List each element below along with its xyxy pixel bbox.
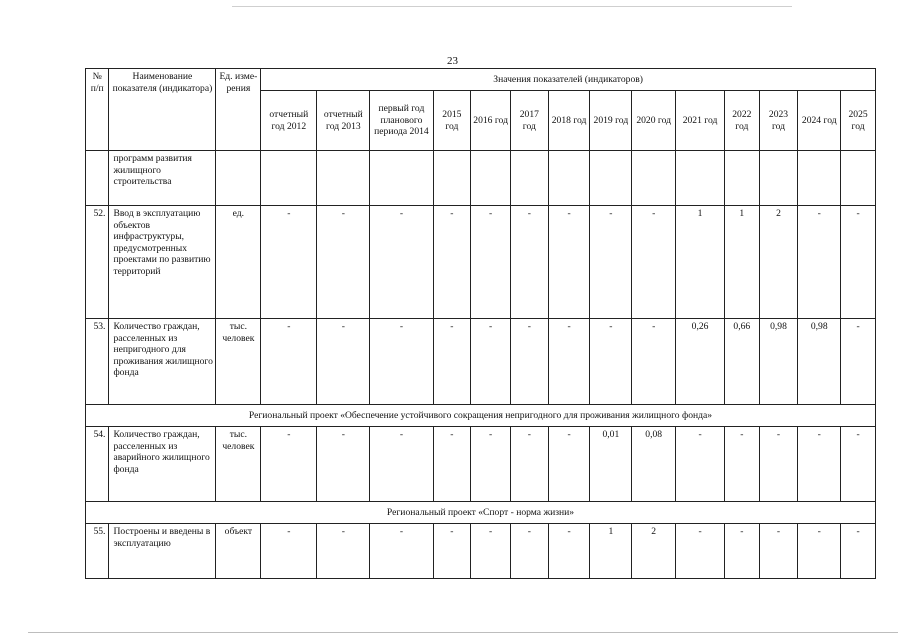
header-year: отчетный год 2013 — [317, 91, 370, 151]
value-cell: 0,26 — [676, 319, 725, 405]
value-cell: - — [370, 319, 433, 405]
value-cell: 0,98 — [798, 319, 841, 405]
value-cell: - — [510, 206, 548, 319]
value-cell: - — [433, 319, 471, 405]
value-cell — [632, 151, 676, 206]
value-cell: - — [510, 319, 548, 405]
value-cell: 0,98 — [759, 319, 798, 405]
value-cell: - — [261, 427, 317, 502]
value-cell — [590, 151, 632, 206]
value-cell: - — [261, 319, 317, 405]
value-cell: 1 — [676, 206, 725, 319]
value-cell: - — [510, 427, 548, 502]
value-cell: - — [632, 319, 676, 405]
section-row — [86, 502, 876, 524]
section-title: Региональный проект «Спорт - норма жизни» — [86, 502, 876, 524]
value-cell: - — [548, 206, 590, 319]
header-num: № п/п — [86, 69, 109, 151]
value-cell: - — [261, 206, 317, 319]
value-cell: - — [798, 206, 841, 319]
value-cell: - — [798, 427, 841, 502]
value-cell — [510, 151, 548, 206]
value-cell — [471, 151, 511, 206]
value-cell: - — [370, 206, 433, 319]
value-cell: - — [676, 427, 725, 502]
value-cell: - — [471, 319, 511, 405]
value-cell — [261, 151, 317, 206]
value-cell: - — [317, 319, 370, 405]
indicator-name: Ввод в эксплуатацию объектов инфраструктуры, предусмотренных проектами по развитию территорий — [109, 206, 216, 319]
value-cell — [317, 151, 370, 206]
unit-cell: объект — [216, 524, 261, 579]
value-cell: - — [317, 206, 370, 319]
value-cell: - — [433, 427, 471, 502]
row-number: 52. — [86, 206, 109, 319]
value-cell: - — [471, 206, 511, 319]
value-cell: - — [471, 524, 511, 579]
unit-cell: тыс. человек — [216, 427, 261, 502]
header-year: 2015 год — [433, 91, 471, 151]
value-cell: - — [759, 427, 798, 502]
value-cell: - — [433, 524, 471, 579]
value-cell: - — [548, 524, 590, 579]
value-cell: - — [759, 524, 798, 579]
table-row — [86, 427, 876, 502]
header-year: 2019 год — [590, 91, 632, 151]
header-year: 2025 год — [841, 91, 876, 151]
header-year: 2021 год — [676, 91, 725, 151]
value-cell: - — [317, 524, 370, 579]
value-cell: - — [548, 319, 590, 405]
value-cell: - — [590, 206, 632, 319]
section-row — [86, 405, 876, 427]
value-cell: 1 — [590, 524, 632, 579]
header-year: 2017 год — [510, 91, 548, 151]
value-cell: 2 — [632, 524, 676, 579]
table-row — [86, 524, 876, 579]
value-cell: - — [590, 319, 632, 405]
row-number: 54. — [86, 427, 109, 502]
value-cell: - — [471, 427, 511, 502]
value-cell — [370, 151, 433, 206]
value-cell: 0,01 — [590, 427, 632, 502]
header-year: 2020 год — [632, 91, 676, 151]
value-cell: - — [725, 427, 760, 502]
value-cell: - — [798, 524, 841, 579]
value-cell — [759, 151, 798, 206]
header-name: Наименование показателя (индикатора) — [109, 69, 216, 151]
indicator-name: программ развития жилищного строительства — [109, 151, 216, 206]
header-year: 2016 год — [471, 91, 511, 151]
value-cell: 2 — [759, 206, 798, 319]
indicator-name: Количество граждан, расселенных из аварийного жилищного фонда — [109, 427, 216, 502]
value-cell: - — [317, 427, 370, 502]
value-cell: - — [510, 524, 548, 579]
value-cell: - — [548, 427, 590, 502]
value-cell: - — [632, 206, 676, 319]
value-cell: - — [841, 319, 876, 405]
header-unit: Ед. изме-рения — [216, 69, 261, 151]
value-cell — [725, 151, 760, 206]
page-number: 23 — [447, 55, 458, 67]
value-cell: 0,66 — [725, 319, 760, 405]
value-cell: - — [370, 427, 433, 502]
value-cell: - — [841, 427, 876, 502]
value-cell: - — [433, 206, 471, 319]
value-cell — [841, 151, 876, 206]
header-year: 2018 год — [548, 91, 590, 151]
value-cell: - — [370, 524, 433, 579]
section-title: Региональный проект «Обеспечение устойчивого сокращения непригодного для проживания жилищного фонда» — [86, 405, 876, 427]
value-cell: 1 — [725, 206, 760, 319]
indicator-name: Количество граждан, расселенных из непригодного для проживания жилищного фонда — [109, 319, 216, 405]
value-cell — [798, 151, 841, 206]
table-row — [86, 151, 876, 206]
indicator-name: Построены и введены в эксплуатацию — [109, 524, 216, 579]
header-year: 2023 год — [759, 91, 798, 151]
value-cell — [548, 151, 590, 206]
header-values-group: Значения показателей (индикаторов) — [261, 69, 876, 91]
unit-cell: тыс. человек — [216, 319, 261, 405]
bottom-rule — [28, 632, 898, 633]
row-number — [86, 151, 109, 206]
value-cell: - — [261, 524, 317, 579]
indicators-table — [85, 68, 876, 579]
top-rule — [232, 6, 792, 7]
row-number: 53. — [86, 319, 109, 405]
row-number: 55. — [86, 524, 109, 579]
unit-cell: ед. — [216, 206, 261, 319]
header-year: первый год планового периода 2014 — [370, 91, 433, 151]
table-row — [86, 206, 876, 319]
value-cell: - — [725, 524, 760, 579]
value-cell: 0,08 — [632, 427, 676, 502]
value-cell: - — [841, 524, 876, 579]
header-year: отчетный год 2012 — [261, 91, 317, 151]
header-year: 2022 год — [725, 91, 760, 151]
header-year: 2024 год — [798, 91, 841, 151]
unit-cell — [216, 151, 261, 206]
value-cell — [676, 151, 725, 206]
value-cell — [433, 151, 471, 206]
value-cell: - — [676, 524, 725, 579]
table-row — [86, 319, 876, 405]
value-cell: - — [841, 206, 876, 319]
